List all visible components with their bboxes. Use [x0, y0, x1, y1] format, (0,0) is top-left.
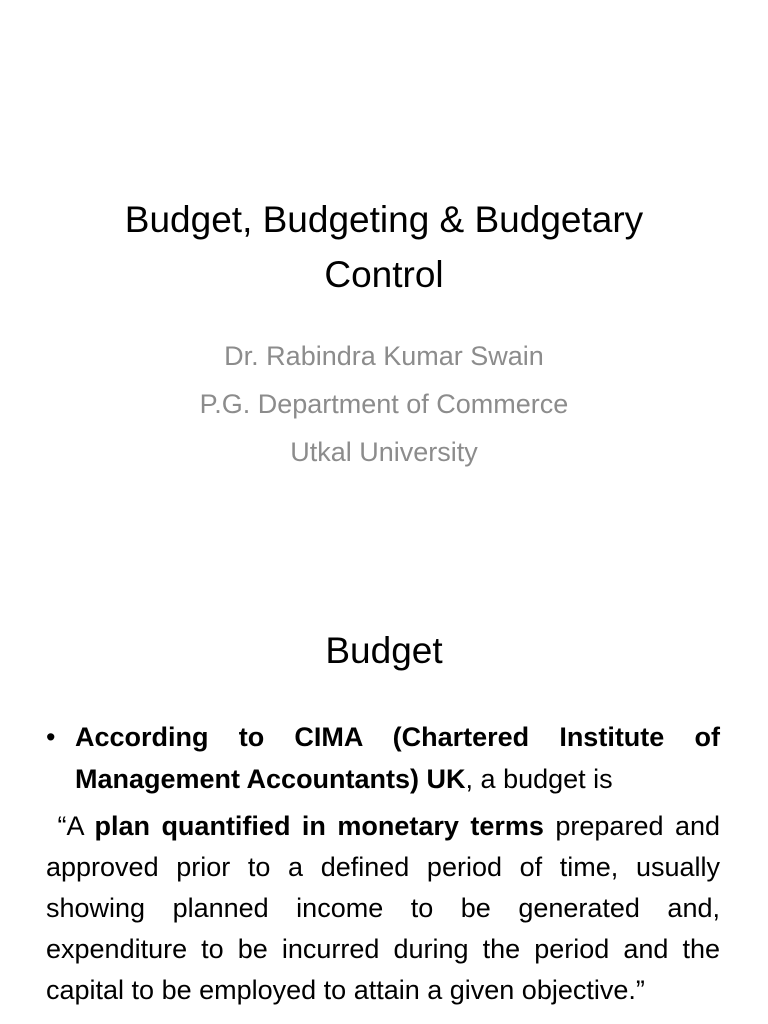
bullet-text [75, 716, 720, 800]
bullet-symbol: • [46, 722, 56, 752]
quote-rest-text: prepared and approved prior to a defined period of time, usually showing planned income to be generated and, expenditure to be incurred during the period and the capital to be employed to attain a given objective.” [46, 811, 720, 1005]
slide-heading: Budget [325, 630, 443, 671]
definition-quote [46, 806, 720, 1011]
bullet-bold-text: According to CIMA (Chartered Institute of Management Accountants) UK [75, 722, 720, 794]
subtitle-block [40, 332, 728, 476]
bullet-rest-text: , a budget is [465, 764, 613, 794]
author-name: Dr. Rabindra Kumar Swain [224, 341, 544, 371]
title-line-1: Budget, Budgeting & Budgetary [124, 199, 644, 240]
university-name: Utkal University [290, 437, 478, 467]
presentation-title [40, 192, 728, 302]
bullet-item [46, 716, 720, 800]
budget-slide [0, 512, 768, 1024]
title-line-2: Control [324, 254, 444, 295]
department-name: P.G. Department of Commerce [199, 389, 569, 419]
quote-open: “A [46, 811, 95, 841]
quote-bold-text: plan quantified in monetary terms [94, 811, 544, 841]
